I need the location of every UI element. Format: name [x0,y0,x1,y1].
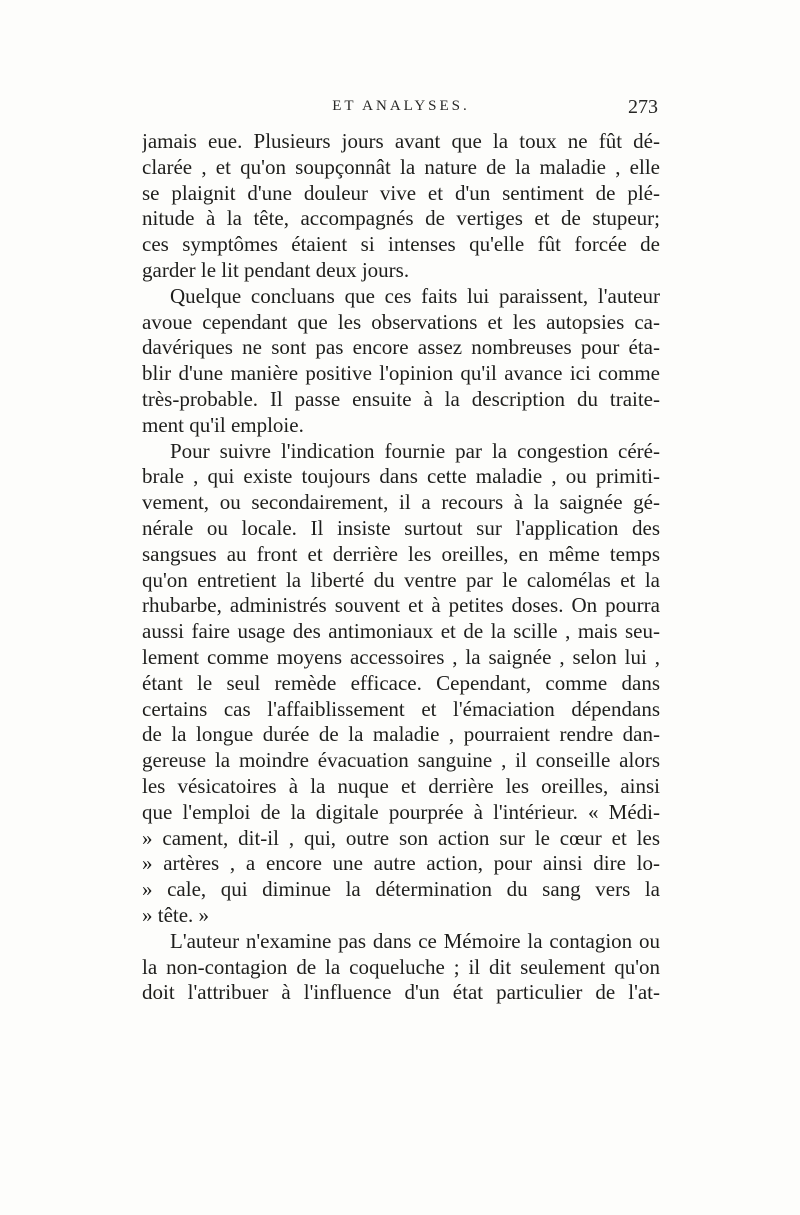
text-line: nérale ou locale. Il insiste surtout sur l'application des [142,515,660,540]
paragraph [142,929,660,1006]
text-line: se plaignit d'une douleur vive et d'un sentiment de plé- [142,180,660,205]
text-line: L'auteur n'examine pas dans ce Mémoire la contagion ou [170,928,660,953]
text-line: nitude à la tête, accompagnés de vertiges et de stupeur; [142,206,660,231]
paragraph [142,284,660,439]
paragraph [142,439,660,929]
text-line: davériques ne sont pas encore assez nombreuses pour éta- [142,335,660,360]
text-line: » tête. » [142,902,210,927]
page-body [142,129,660,1006]
text-line: très-probable. Il passe ensuite à la description du traite- [142,386,660,411]
text-line: » cament, dit-il , qui, outre son action sur le cœur et les [142,825,660,850]
page-number: 273 [628,96,658,118]
text-line: que l'emploi de la digitale pourprée à l'intérieur. « Médi- [142,799,660,824]
page-header [142,96,660,126]
text-line: blir d'une manière positive l'opinion qu'il avance ici comme [142,361,660,386]
running-head: ET ANALYSES. [332,98,470,114]
text-line: Quelque concluans que ces faits lui paraissent, l'auteur [170,283,660,308]
text-line: ment qu'il emploie. [142,412,304,437]
text-line: étant le seul remède efficace. Cependant, comme dans [142,670,660,695]
text-line: la non-contagion de la coqueluche ; il dit seulement qu'on [142,954,660,979]
text-line: qu'on entretient la liberté du ventre par le calomélas et la [142,567,660,592]
text-line: garder le lit pendant deux jours. [142,257,410,282]
text-line: » artères , a encore une autre action, pour ainsi dire lo- [142,851,660,876]
text-line: de la longue durée de la maladie , pourraient rendre dan- [142,722,660,747]
text-line: certains cas l'affaiblissement et l'émaciation dépendans [142,696,660,721]
text-line: Pour suivre l'indication fournie par la congestion céré- [170,438,660,463]
text-line: lement comme moyens accessoires , la saignée , selon lui , [142,644,660,669]
text-line: rhubarbe, administrés souvent et à petites doses. On pourra [142,593,660,618]
text-line: » cale, qui diminue la détermination du sang vers la [142,877,660,902]
text-line: avoue cependant que les observations et les autopsies ca- [142,309,660,334]
text-line: doit l'attribuer à l'influence d'un état particulier de l'at- [142,980,660,1005]
text-line: aussi faire usage des antimoniaux et de la scille , mais seu- [142,619,660,644]
text-line: clarée , et qu'on soupçonnât la nature de la maladie , elle [142,154,660,179]
text-line: brale , qui existe toujours dans cette maladie , ou primiti- [142,464,660,489]
text-line: sangsues au front et derrière les oreilles, en même temps [142,541,660,566]
text-line: les vésicatoires à la nuque et derrière les oreilles, ainsi [142,773,660,798]
text-line: gereuse la moindre évacuation sanguine , il conseille alors [142,748,660,773]
paragraph [142,129,660,284]
text-line: vement, ou secondairement, il a recours à la saignée gé- [142,490,660,515]
text-line: ces symptômes étaient si intenses qu'elle fût forcée de [142,232,660,257]
text-line: jamais eue. Plusieurs jours avant que la toux ne fût dé- [142,129,660,153]
